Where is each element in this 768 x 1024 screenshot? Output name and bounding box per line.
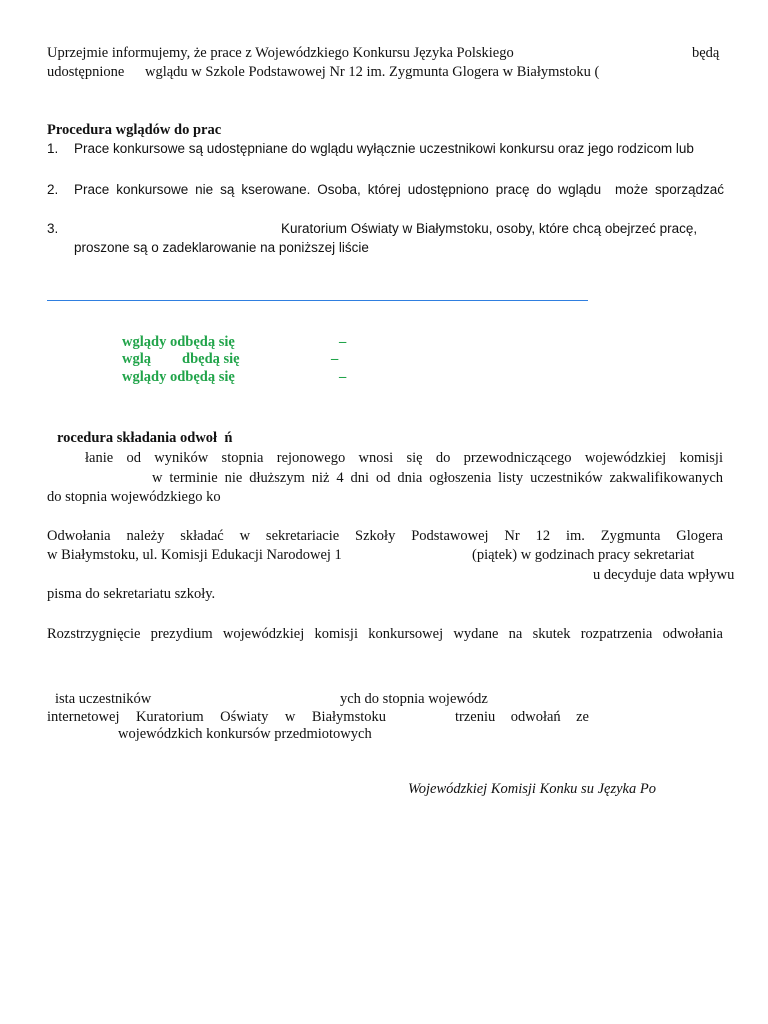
schedule-line-3-dash: – xyxy=(339,369,347,385)
procedure-item-3-number: 3. xyxy=(47,221,59,236)
horizontal-rule xyxy=(47,300,588,301)
appeals-p1-line-3: do stopnia wojewódzkiego ko xyxy=(47,489,221,505)
appeals-heading: rocedura składania odwoł ń xyxy=(57,430,233,446)
appeals-p1-line-2: w terminie nie dłuższym niż 4 dni od dnia ogłoszenia listy uczestników zakwalifikowanych xyxy=(152,470,723,486)
procedure-item-2-number: 2. xyxy=(47,182,59,197)
schedule-line-1-dash: – xyxy=(339,334,347,350)
intro-line-2a: udostępnione xyxy=(47,64,125,80)
intro-line-1a: Uprzejmie informujemy, że prace z Wojewódzkiego Konkursu Języka Polskiego xyxy=(47,45,514,61)
appeals-p2-line-1: Odwołania należy składać w sekretariacie Szkoły Podstawowej Nr 12 im. Zygmunta Glogera xyxy=(47,528,723,544)
appeals-p1-line-1: łanie od wyników stopnia rejonowego wnosi się do przewodniczącego wojewódzkiej komisji xyxy=(85,450,723,466)
procedure-item-1-text: Prace konkursowe są udostępniane do wglądu wyłącznie uczestnikowi konkursu oraz jego rodzicom lub xyxy=(74,141,694,156)
final-list-line-2a: internetowej Kuratorium Oświaty w Białymstoku xyxy=(47,709,386,725)
final-list-line-1b: ych do stopnia wojewódz xyxy=(340,691,488,707)
final-list-line-1a: ista uczestników xyxy=(55,691,152,707)
schedule-line-2-dash: – xyxy=(331,351,339,367)
intro-line-2b: wglądu w Szkole Podstawowej Nr 12 im. Zygmunta Glogera w Białymstoku ( xyxy=(145,64,600,80)
appeals-p2-line-3: u decyduje data wpływu xyxy=(593,567,735,583)
procedure-heading: Procedura wglądów do prac xyxy=(47,122,222,138)
procedure-item-3-text: Kuratorium Oświaty w Białymstoku, osoby, które chcą obejrzeć pracę, xyxy=(281,221,698,236)
schedule-line-1-label: wglądy odbędą się xyxy=(122,334,235,350)
schedule-line-2-label-b: dbędą się xyxy=(182,351,240,367)
schedule-line-3-label: wglądy odbędą się xyxy=(122,369,235,385)
procedure-item-1-number: 1. xyxy=(47,141,59,156)
final-list-line-3: wojewódzkich konkursów przedmiotowych xyxy=(118,726,372,742)
intro-line-1b: będą xyxy=(692,45,720,61)
appeals-p2-line-4: pisma do sekretariatu szkoły. xyxy=(47,586,216,602)
procedure-item-2-text: Prace konkursowe nie są kserowane. Osoba, której udostępniono pracę do wglądu może sporządzać xyxy=(74,182,724,197)
appeals-p2-line-2b: (piątek) w godzinach pracy sekretariat xyxy=(472,547,695,563)
procedure-item-3-text-cont: proszone są o zadeklarowanie na poniższej liście xyxy=(74,240,369,255)
appeals-p3-line-1: Rozstrzygnięcie prezydium wojewódzkiej komisji konkursowej wydane na skutek rozpatrzenia odwołania xyxy=(47,626,723,642)
signature-line: Wojewódzkiej Komisji Konku su Języka Po xyxy=(408,781,656,797)
schedule-line-2-label-a: wglą xyxy=(122,351,151,367)
appeals-p2-line-2a: w Białymstoku, ul. Komisji Edukacji Narodowej 1 xyxy=(47,547,342,563)
final-list-line-2b: trzeniu odwołań ze xyxy=(455,709,589,725)
